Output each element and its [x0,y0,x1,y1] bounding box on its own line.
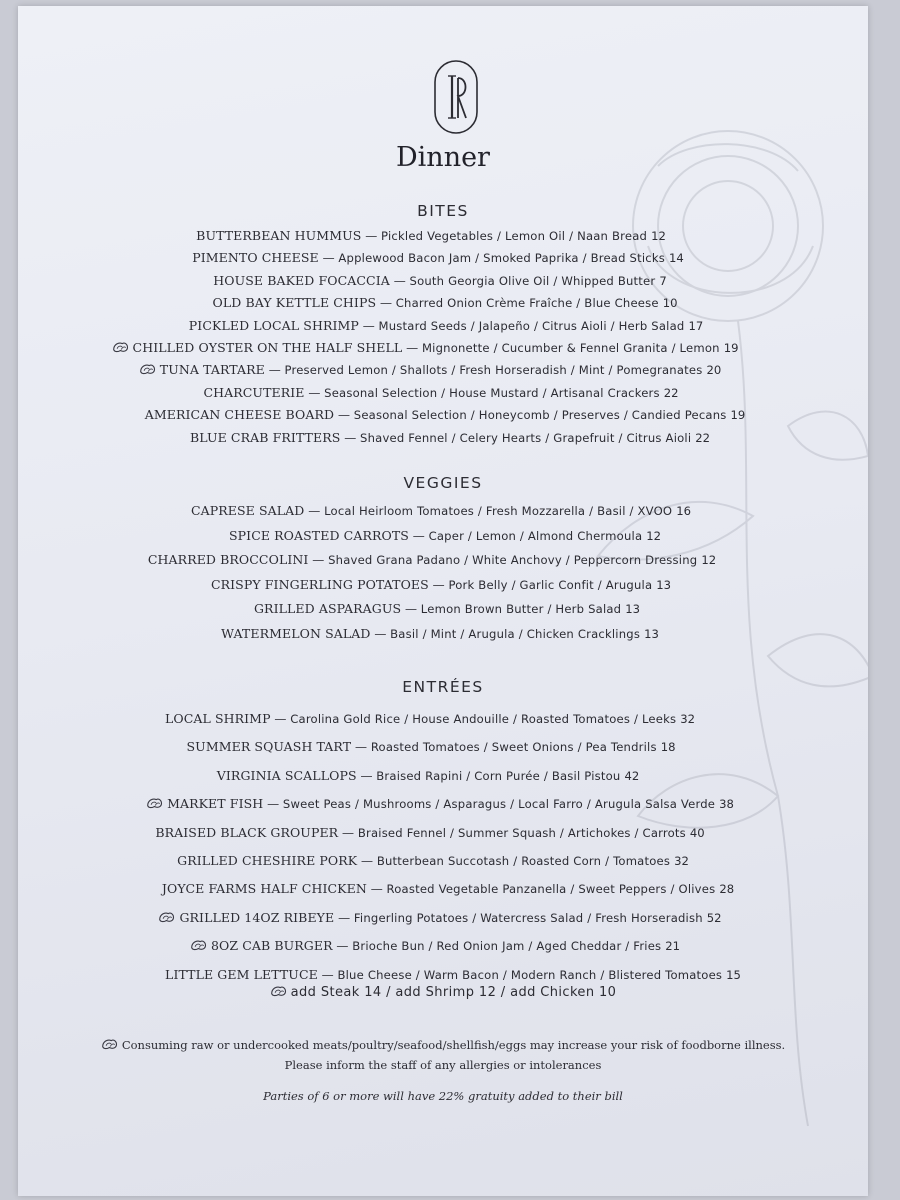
item-price: 52 [706,910,722,925]
menu-item [18,385,866,401]
item-description: Mustard Seeds / Jalapeño / Citrus Aioli / Herb Salad [378,318,685,333]
menu-item [21,318,868,334]
item-price: 13 [625,602,641,616]
menu-item [22,601,868,617]
item-separator: — [317,967,338,982]
gratuity-note: Parties of 6 or more will have 22% gratuity added to their bill [263,1089,623,1103]
item-description: Roasted Vegetable Panzanella / Sweet Peppers / Olives [386,882,716,897]
item-name: VIRGINIA SCALLOPS [216,767,357,783]
item-description: Pork Belly / Garlic Confit / Arugula [448,577,653,592]
item-price: 22 [663,385,679,400]
item-name: CAPRESE SALAD [190,503,305,518]
item-separator: — [304,504,325,518]
menu-item [20,295,868,311]
shell-icon [158,911,175,923]
item-name: PIMENTO CHEESE [192,250,319,266]
item-separator: — [428,577,449,592]
item-name: CHILLED OYSTER ON THE HALF SHELL [132,340,403,355]
item-price: 32 [674,854,689,868]
item-price: 20 [706,363,722,378]
item-name: JOYCE FARMS HALF CHICKEN [161,881,367,897]
section-heading-entrees: ENTRÉES [402,678,484,696]
menu-item [18,853,858,869]
item-price: 12 [701,553,717,567]
item-name: GRILLED ASPARAGUS [253,601,402,616]
menu-item [18,768,853,784]
menu-item [18,503,866,519]
item-separator: — [332,939,353,954]
item-description: Local Heirloom Tomatoes / Fresh Mozzarella / Basil / XVOO [324,504,673,518]
raw-warning-text: Consuming raw or undercooked meats/poultry/seafood/shellfish/eggs may increase your risk of foodborne illness. [121,1038,786,1052]
item-separator: — [351,740,371,755]
menu-item [18,273,865,289]
menu-item [18,228,856,244]
item-separator: — [270,712,291,726]
monogram-logo-icon [432,58,480,136]
item-separator: — [361,229,382,243]
menu-item [18,739,856,755]
section-heading-veggies: VEGGIES [403,474,483,492]
item-separator: — [389,273,410,288]
item-description: Preserved Lemon / Shallots / Fresh Horseradish / Mint / Pomegranates [284,363,703,378]
item-price: 18 [660,740,676,755]
menu-title: Dinner [396,142,490,173]
menu-item [20,528,868,544]
item-name: SUMMER SQUASH TART [186,739,352,755]
item-price: 13 [656,577,672,592]
item-name: TUNA TARTARE [159,362,265,378]
item-price: 19 [723,341,739,355]
item-name: WATERMELON SALAD [221,625,371,641]
menu-item [18,362,855,378]
menu-item [18,938,860,954]
item-description: Basil / Mint / Arugula / Chicken Cracklings [390,626,641,641]
item-description: Braised Fennel / Summer Squash / Artichokes / Carrots [357,825,686,840]
item-name: BUTTERBEAN HUMMUS [196,228,362,243]
item-description: South Georgia Olive Oil / Whipped Butter [409,273,656,288]
item-description: Butterbean Succotash / Roasted Corn / Tomatoes [376,854,671,868]
item-price: 12 [646,528,662,543]
item-description: Charred Onion Crème Fraîche / Blue Cheese [395,296,659,311]
item-price: 32 [680,712,696,726]
item-name: PICKLED LOCAL SHRIMP [188,317,359,333]
item-description: Lemon Brown Butter / Herb Salad [420,602,622,616]
allergy-note: Please inform the staff of any allergies or intolerances [284,1058,602,1072]
item-separator: — [408,528,429,543]
item-price: 42 [624,768,640,783]
item-price: 7 [659,273,667,288]
shell-icon [146,797,163,809]
item-separator: — [357,854,377,868]
addons-text: add Steak 14 / add Shrimp 12 / add Chicken 10 [290,985,617,1000]
item-name: CRISPY FINGERLING POTATOES [210,576,429,592]
item-name: LITTLE GEM LETTUCE [165,966,318,982]
item-separator: — [264,363,285,378]
item-name: CHARCUTERIE [203,384,305,400]
item-description: Pickled Vegetables / Lemon Oil / Naan Bread [381,229,648,243]
menu-item [18,796,865,812]
item-separator: — [338,825,358,840]
item-description: Shaved Fennel / Celery Hearts / Grapefruit / Citrus Aioli [360,430,692,445]
item-price: 40 [689,825,705,840]
menu-item [20,407,868,423]
item-separator: — [358,318,379,333]
item-description: Blue Cheese / Warm Bacon / Modern Ranch / Blistered Tomatoes [337,967,723,982]
item-price: 38 [719,797,734,812]
raw-warning-note [18,1038,868,1052]
item-price: 19 [730,408,746,423]
section-heading-bites: BITES [417,202,469,220]
item-description: Sweet Peas / Mushrooms / Asparagus / Local Farro / Arugula Salsa Verde [282,797,716,812]
item-separator: — [366,882,387,897]
addons-line [18,984,868,1001]
item-description: Carolina Gold Rice / House Andouille / Roasted Tomatoes / Leeks [290,712,677,726]
item-description: Mignonette / Cucumber & Fennel Granita / Lemon [421,341,720,355]
shell-icon [112,341,129,353]
item-description: Fingerling Potatoes / Watercress Salad / Fresh Horseradish [353,910,703,925]
item-name: CHARRED BROCCOLINI [147,552,309,567]
item-description: Seasonal Selection / Honeycomb / Preserves / Candied Pecans [353,408,727,423]
menu-item [18,626,865,642]
item-price: 16 [676,504,692,518]
item-name: LOCAL SHRIMP [164,711,271,726]
item-description: Shaved Grana Padano / White Anchovy / Peppercorn Dressing [328,553,698,567]
item-name: HOUSE BAKED FOCACCIA [213,272,390,288]
item-name: OLD BAY KETTLE CHIPS [212,295,377,311]
menu-item [18,577,866,593]
item-name: BRAISED BLACK GROUPER [155,824,339,840]
item-description: Brioche Bun / Red Onion Jam / Aged Cheddar / Fries [352,939,662,954]
menu-page [18,6,868,1196]
menu-item [28,967,868,983]
menu-item [18,340,850,356]
item-name: 8OZ CAB BURGER [210,938,333,954]
item-price: 17 [688,318,704,333]
item-price: 15 [726,967,741,982]
item-name: AMERICAN CHEESE BOARD [144,407,335,423]
item-name: MARKET FISH [167,796,264,812]
item-separator: — [401,602,421,616]
item-separator: — [340,430,361,445]
item-description: Roasted Tomatoes / Sweet Onions / Pea Tendrils [370,740,657,755]
item-description: Caper / Lemon / Almond Chermoula [428,528,643,543]
item-separator: — [334,408,354,423]
menu-item [18,552,857,568]
item-separator: — [376,296,396,311]
item-name: GRILLED CHESHIRE PORK [177,853,358,868]
menu-item [18,711,855,727]
menu-item [23,881,868,897]
item-separator: — [304,385,325,400]
item-separator: — [370,626,391,641]
item-price: 13 [644,626,659,641]
item-separator: — [334,910,354,925]
item-price: 12 [651,229,666,243]
item-description: Applewood Bacon Jam / Smoked Paprika / Bread Sticks [338,251,666,266]
menu-item [18,910,865,926]
shell-icon [101,1038,118,1050]
item-price: 21 [665,939,681,954]
item-price: 22 [695,430,711,445]
item-description: Seasonal Selection / House Mustard / Artisanal Crackers [324,385,660,400]
item-price: 14 [669,251,684,266]
item-separator: — [308,553,329,567]
shell-icon [190,939,207,951]
item-description: Braised Rapini / Corn Purée / Basil Pistou [376,768,621,783]
item-separator: — [356,768,377,783]
menu-item [18,250,863,266]
shell-icon [139,363,156,375]
item-separator: — [318,251,339,266]
item-name: BLUE CRAB FRITTERS [189,429,341,445]
menu-item [25,430,868,446]
item-name: SPICE ROASTED CARROTS [228,527,409,543]
item-name: GRILLED 14OZ RIBEYE [179,909,335,925]
item-separator: — [402,341,422,355]
item-price: 10 [662,296,678,311]
menu-item [18,825,855,841]
shell-icon [270,985,287,997]
item-separator: — [263,797,283,812]
item-price: 28 [719,882,735,897]
